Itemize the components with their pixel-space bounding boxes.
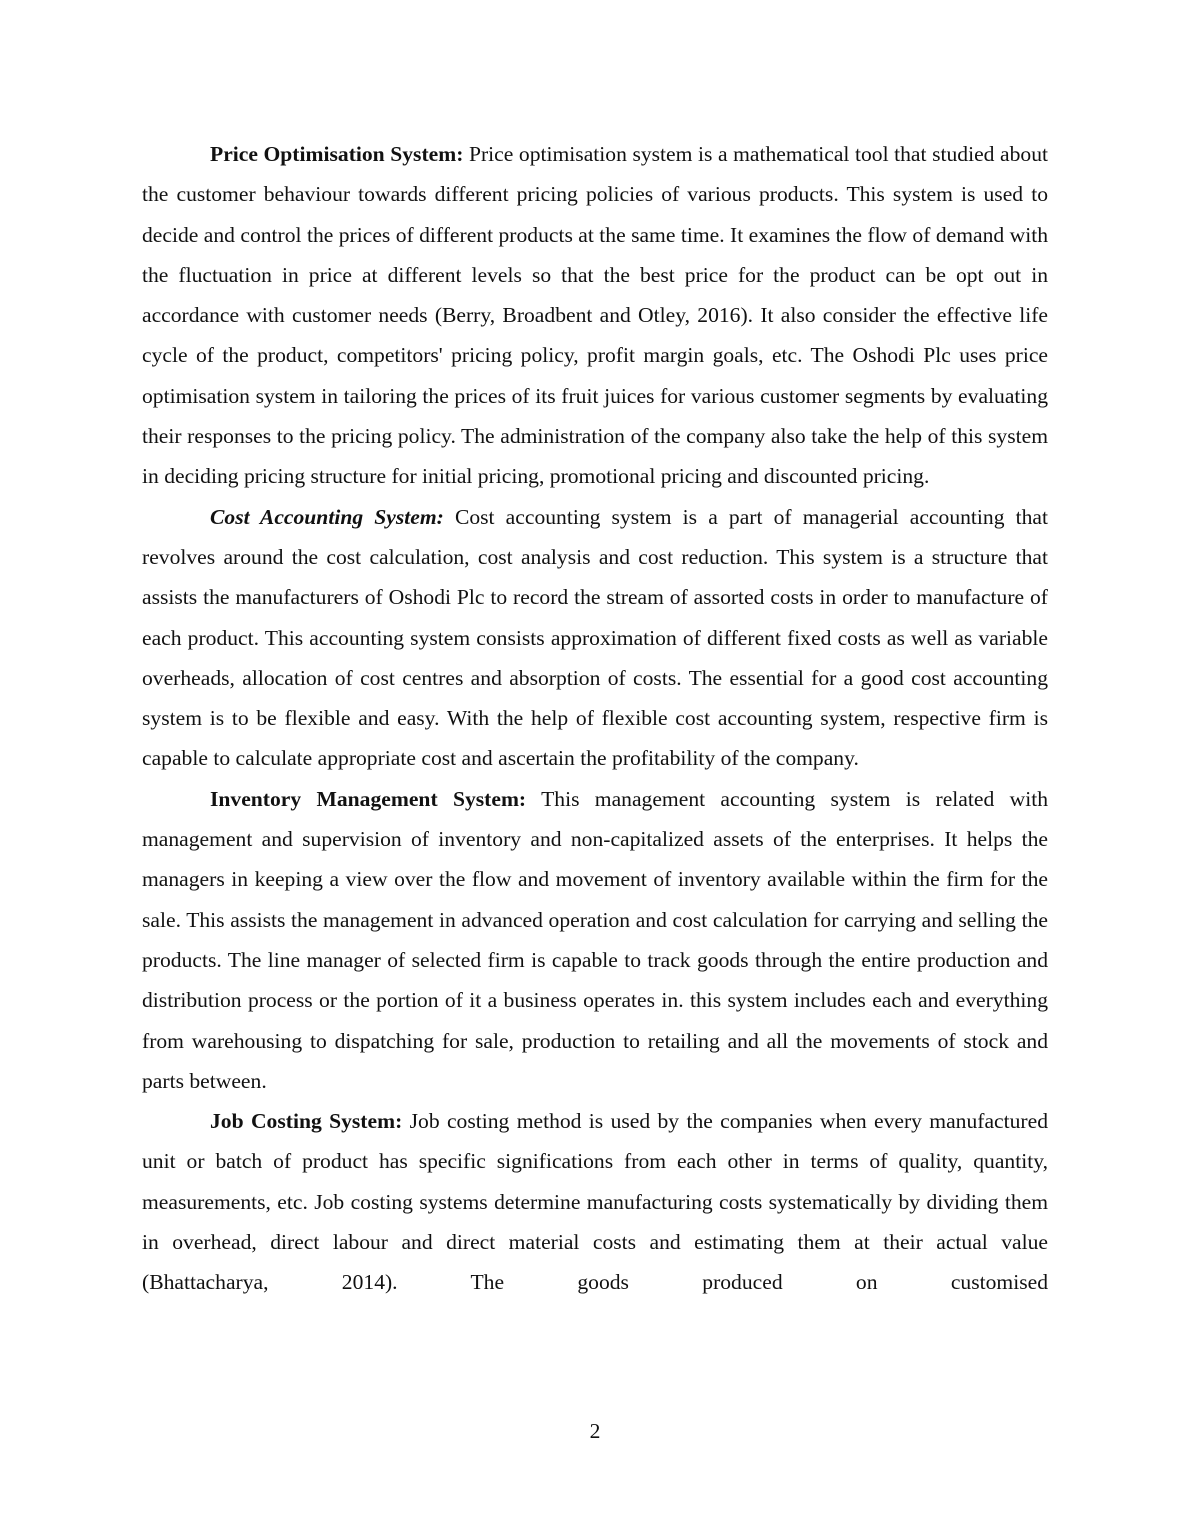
heading-cost-accounting: Cost Accounting System: — [210, 504, 444, 529]
body-cost-accounting: Cost accounting system is a part of managerial accounting that revolves around the cost calculation, cost analysis and cost reduction. This system is a structure that assists the manufacturers of Oshodi Plc to record the stream of assorted costs in order to manufacture of each product. This accounting system consists approximation of different fixed costs as well as variable overheads, allocation of cost centres and absorption of costs. The essential for a good cost accounting system is to be flexible and easy. With the help of flexible cost accounting system, respective firm is capable to calculate appropriate cost and ascertain the profitability of the company. — [142, 504, 1049, 771]
paragraph-job-costing — [142, 1101, 1048, 1302]
body-job-costing: Job costing method is used by the companies when every manufactured unit or batch of product has specific significations from each other in terms of quality, quantity, measurements, etc. Job costing systems determine manufacturing costs systematically by dividing them in overhead, direct labour and direct material costs and estimating them at their actual value (Bhattacharya, 2014). The goods produced on customised — [142, 1109, 1048, 1295]
body-price-optimisation: Price optimisation system is a mathematical tool that studied about the customer behaviour towards different pricing policies of various products. This system is used to decide and control the prices of different products at the same time. It examines the flow of demand with the fluctuation in price at different levels so that the best price for the product can be opt out in accordance with customer needs (Berry, Broadbent and Otley, 2016). It also consider the effective life cycle of the product, competitors' pricing policy, profit margin goals, etc. The Oshodi Plc uses price optimisation system in tailoring the prices of its fruit juices for various customer segments by evaluating their responses to the pricing policy. The administration of the company also take the help of this system in deciding pricing structure for initial pricing, promotional pricing and discounted pricing. — [142, 142, 1048, 489]
heading-inventory-management: Inventory Management System: — [210, 786, 527, 811]
page-body — [142, 134, 1048, 1303]
body-inventory-management: This management accounting system is related with management and supervision of inventory and non-capitalized assets of the enterprises. It helps the managers in keeping a view over the flow and movement of inventory available within the firm for the sale. This assists the management in advanced operation and cost calculation for carrying and selling the products. The line manager of selected firm is capable to track goods through the entire production and distribution process or the portion of it a business operates in. this system includes each and everything from warehousing to dispatching for sale, production to retailing and all the movements of stock and parts between. — [142, 786, 1048, 1093]
heading-job-costing: Job Costing System: — [210, 1109, 403, 1134]
page-number: 2 — [589, 1419, 601, 1443]
paragraph-inventory-management — [142, 779, 1048, 1101]
paragraph-cost-accounting — [142, 497, 1048, 779]
heading-price-optimisation: Price Optimisation System: — [210, 142, 464, 166]
paragraph-price-optimisation — [142, 134, 1048, 497]
